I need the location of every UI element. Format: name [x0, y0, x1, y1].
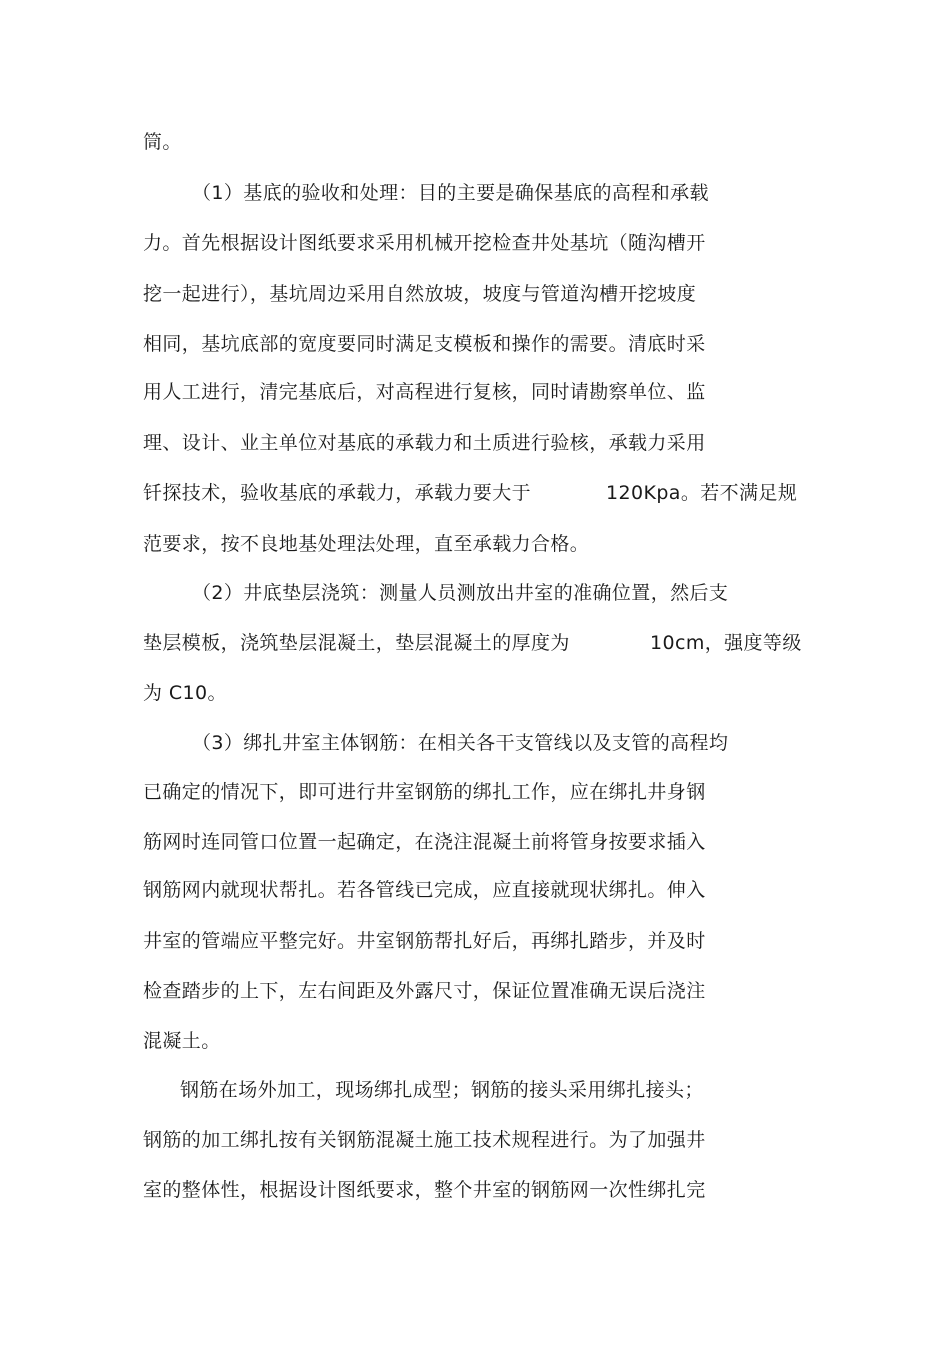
text-line-18: 检查踏步的上下，左右间距及外露尺寸，保证位置准确无误后浇注 [143, 980, 706, 1002]
text-line-11b: 10cm，强度等级 [650, 632, 802, 654]
text-line-3: 力。首先根据设计图纸要求采用机械开挖检查井处基坑（随沟槽开 [143, 232, 706, 254]
text-line-20: 钢筋在场外加工，现场绑扎成型；钢筋的接头采用绑扎接头； [180, 1079, 704, 1101]
text-line-16: 钢筋网内就现状帮扎。若各管线已完成，应直接就现状绑扎。伸入 [143, 879, 706, 901]
text-line-13: （3）绑扎井室主体钢筋：在相关各干支管线以及支管的高程均 [192, 732, 729, 754]
text-line-17: 井室的管端应平整完好。井室钢筋帮扎好后，再绑扎踏步，并及时 [143, 930, 706, 952]
text-line-22: 室的整体性，根据设计图纸要求，整个井室的钢筋网一次性绑扎完 [143, 1179, 706, 1201]
text-line-10: （2）井底垫层浇筑：测量人员测放出井室的准确位置，然后支 [192, 582, 729, 604]
text-line-9: 范要求，按不良地基处理法处理，直至承载力合格。 [143, 533, 590, 555]
text-line-8a: 钎探技术，验收基底的承载力，承载力要大于 [143, 482, 532, 504]
text-line-15: 筋网时连同管口位置一起确定，在浇注混凝土前将管身按要求插入 [143, 831, 706, 853]
text-line-1: 筒。 [143, 131, 182, 153]
text-line-2: （1）基底的验收和处理：目的主要是确保基底的高程和承载 [192, 182, 709, 204]
text-line-19: 混凝土。 [143, 1030, 221, 1052]
text-line-12: 为 C10。 [143, 682, 227, 704]
text-line-6: 用人工进行，清完基底后，对高程进行复核，同时请勘察单位、监 [143, 381, 706, 403]
text-line-7: 理、设计、业主单位对基底的承载力和土质进行验核，承载力采用 [143, 432, 706, 454]
text-line-8b: 120Kpa。若不满足规 [606, 482, 798, 504]
text-line-4: 挖一起进行），基坑周边采用自然放坡，坡度与管道沟槽开挖坡度 [143, 283, 697, 305]
text-line-5: 相同，基坑底部的宽度要同时满足支模板和操作的需要。清底时采 [143, 333, 706, 355]
text-line-11a: 垫层模板，浇筑垫层混凝土，垫层混凝土的厚度为 [143, 632, 570, 654]
text-line-21: 钢筋的加工绑扎按有关钢筋混凝土施工技术规程进行。为了加强井 [143, 1129, 706, 1151]
text-line-14: 已确定的情况下，即可进行井室钢筋的绑扎工作，应在绑扎井身钢 [143, 781, 706, 803]
